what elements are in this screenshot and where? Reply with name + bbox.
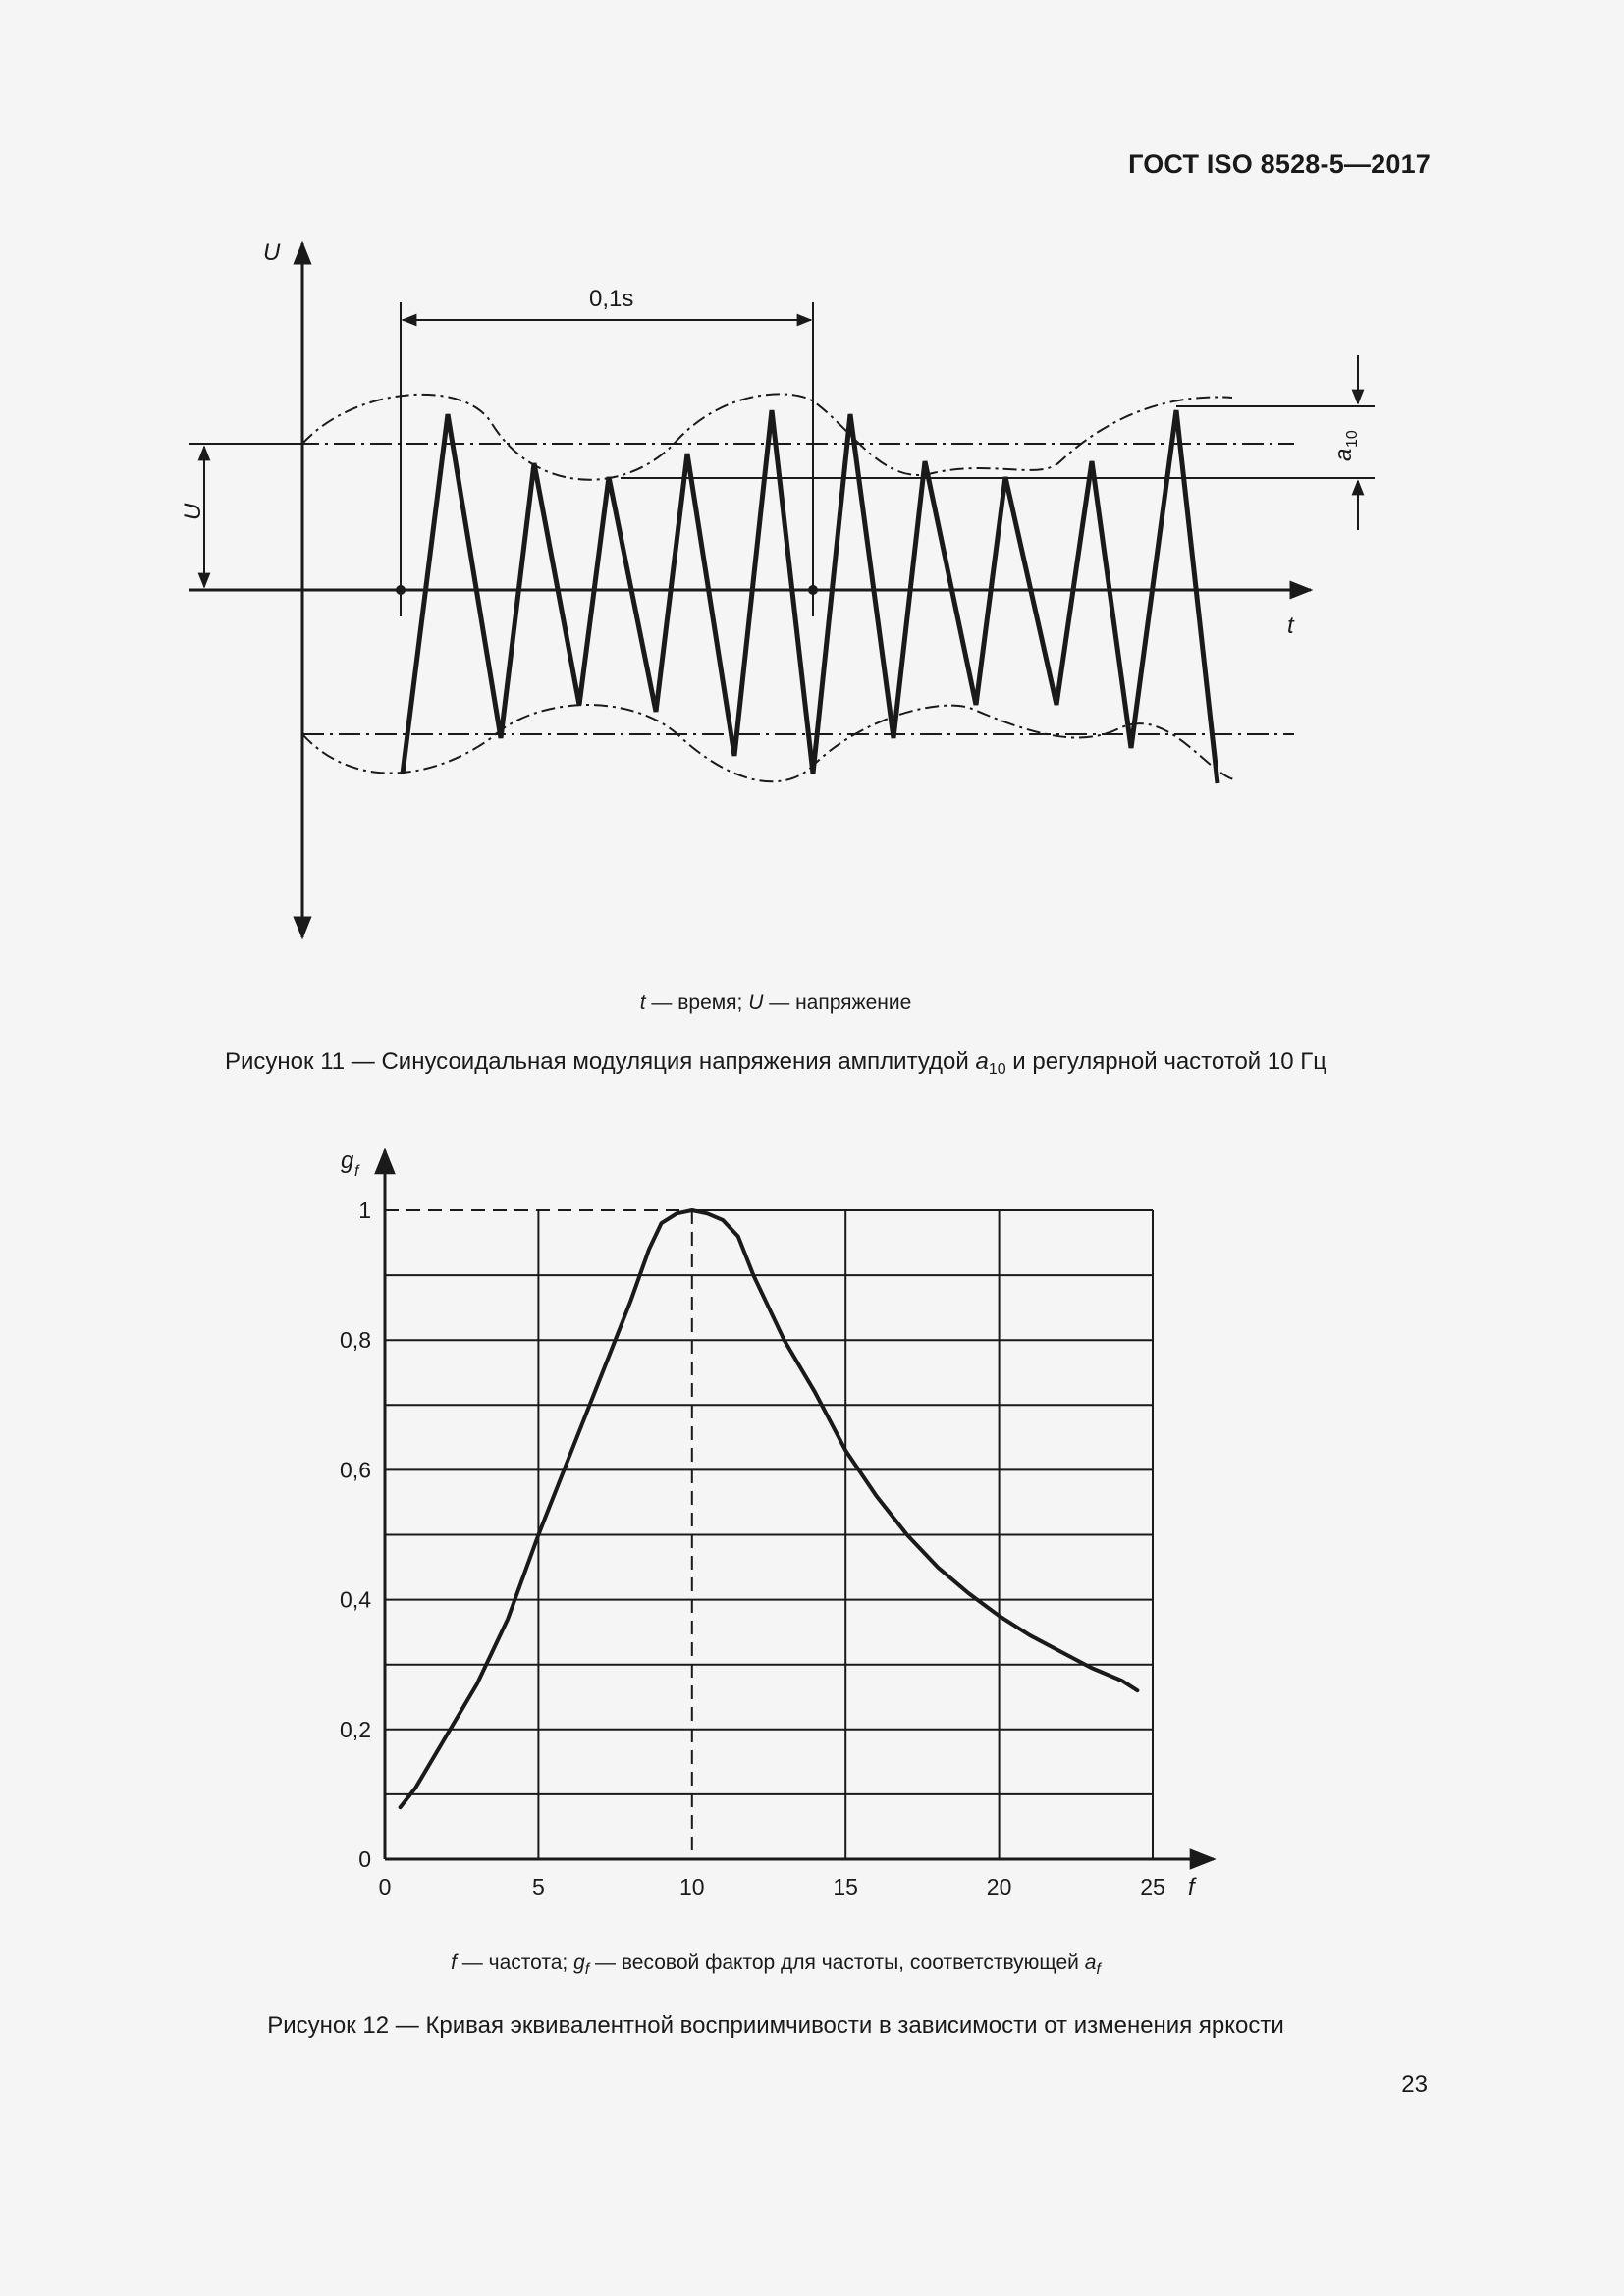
x-axis-label: f (1188, 1874, 1195, 1900)
y-tick-label: 0,4 (340, 1586, 371, 1613)
page-number: 23 (1401, 2071, 1428, 2098)
figure-11-caption: Рисунок 11 — Синусоидальная модуляция напряжения амплитудой $a_{10}$ и регулярной частотой 10 Гц (225, 1048, 1326, 1078)
x-tick-label: 10 (679, 1874, 705, 1899)
y-tick-label: 0,6 (340, 1457, 371, 1483)
figure-11-legend: t — время; U — напряжение (639, 991, 912, 1014)
y-axis-label-sub: f (354, 1163, 359, 1180)
x-tick-label: 15 (833, 1874, 858, 1899)
x-tick-label: 25 (1140, 1874, 1165, 1899)
y-tick-label: 1 (358, 1198, 371, 1223)
y-tick-label: 0,8 (340, 1327, 371, 1354)
figure-12-caption: Рисунок 12 — Кривая эквивалентной восприимчивости в зависимости от изменения яркости (267, 2012, 1284, 2039)
figure-12-legend: f — частота; $g_f$ — весовой фактор для частоты, соответствующей $a_f$ (451, 1951, 1101, 1978)
period-label: 0,1s (589, 286, 634, 312)
y-tick-label: 0 (358, 1846, 371, 1872)
modulation-label: a (1330, 448, 1357, 461)
x-tick-label: 20 (986, 1874, 1012, 1899)
amplitude-label: U (180, 503, 206, 520)
x-tick-label: 0 (378, 1874, 392, 1899)
document-header: ГОСТ ISO 8528-5—2017 (1128, 149, 1431, 179)
modulation-label-sub: 10 (1344, 430, 1361, 448)
gf-curve (401, 1210, 1138, 1807)
u-axis-label: U (263, 240, 281, 266)
x-tick-label: 5 (532, 1874, 545, 1899)
y-axis-label: g (341, 1148, 354, 1174)
y-tick-label: 0,2 (340, 1716, 371, 1742)
t-axis-label: t (1287, 613, 1294, 639)
